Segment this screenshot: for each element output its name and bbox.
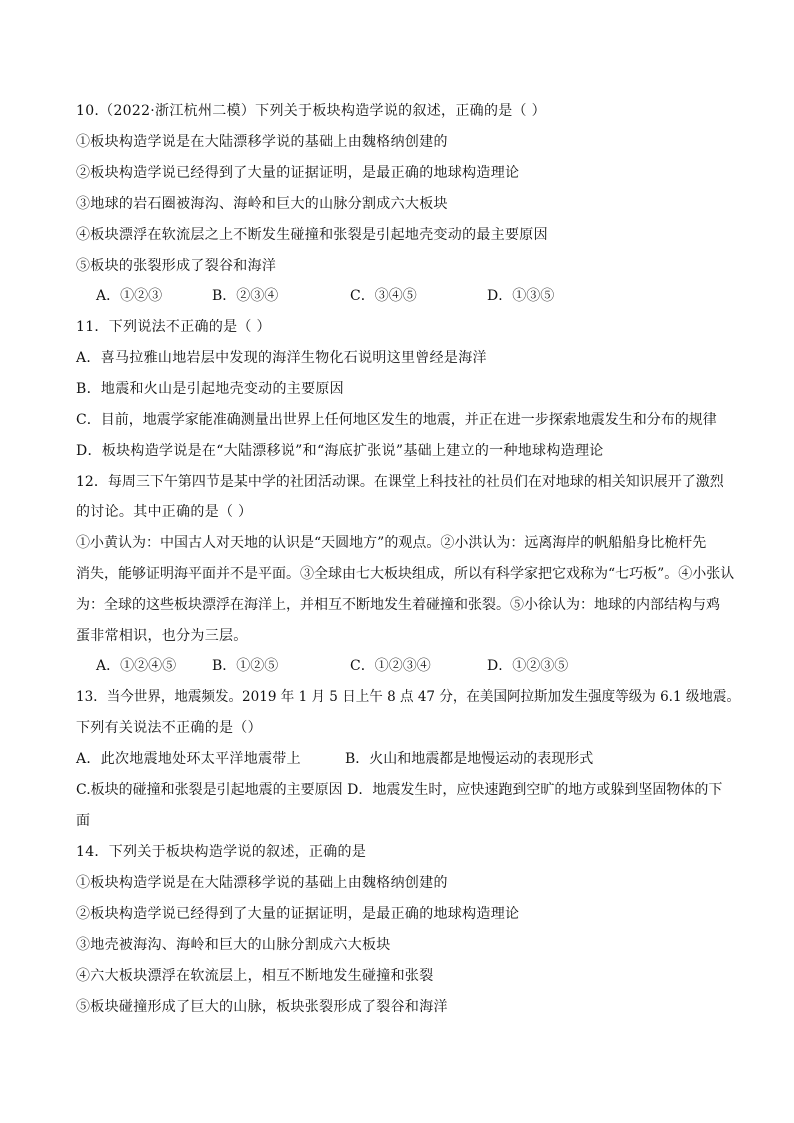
q10-option-b: B．②③④ [212,288,279,304]
q13-stem-line2: 下列有关说法不正确的是（） [76,720,262,736]
q12-option-d: D．①②③⑤ [487,658,569,674]
q13-stem-line1: 13．当今世界，地震频发。2019 年 1 月 5 日上午 8 点 47 分，在美国阿拉斯加发生强度等级为 6.1 级地震。 [76,689,740,705]
q11-stem: 11．下列说法不正确的是（ ） [76,319,271,335]
q14-item-1: ①板块构造学说是在大陆漂移学说的基础上由魏格纳创建的 [76,875,448,891]
q10-option-c: C．③④⑤ [350,288,417,304]
q11-choice-b: B．地震和火山是引起地壳变动的主要原因 [76,381,344,397]
q13-choice-cd: C.板块的碰撞和张裂是引起地震的主要原因 D．地震发生时，应快速跑到空旷的地方或躲到坚固物体的下 [76,782,723,798]
q12-body-line2: 消失，能够证明海平面并不是平面。③全球由七大板块组成，所以有科学家把它戏称为“七巧板”。④小张认 [76,566,735,582]
q11-choice-a: A．喜马拉雅山地岩层中发现的海洋生物化石说明这里曾经是海洋 [76,350,487,366]
q14-item-5: ⑤板块碰撞形成了巨大的山脉，板块张裂形成了裂谷和海洋 [76,999,448,1015]
q12-option-b: B．①②⑤ [212,658,279,674]
q13-choice-a: A．此次地震地处环太平洋地震带上 [76,751,301,767]
q14-item-2: ②板块构造学说已经得到了大量的证据证明，是最正确的地球构造理论 [76,906,520,922]
q11-choice-d: D．板块构造学说是在“大陆漂移说”和“海底扩张说”基础上建立的一种地球构造理论 [76,443,604,459]
q14-stem: 14．下列关于板块构造学说的叙述，正确的是 [76,844,367,860]
q11-choice-c: C．目前，地震学家能准确测量出世界上任何地区发生的地震，并正在进一步探索地震发生和分布的规律 [76,412,717,428]
q14-item-3: ③地壳被海沟、海岭和巨大的山脉分割成六大板块 [76,937,391,953]
q13-choice-b: B．火山和地震都是地慢运动的表现形式 [345,751,594,767]
q12-option-a: A．①②④⑤ [96,658,177,674]
q13-choice-cd-cont: 面 [76,813,91,829]
q12-stem-line1: 12．每周三下午第四节是某中学的社团活动课。在课堂上科技社的社员们在对地球的相关知识展开了激烈 [76,474,724,490]
q12-body-line4: 蛋非常相识，也分为三层。 [76,628,248,644]
q14-item-4: ④六大板块漂浮在软流层上，相互不断地发生碰撞和张裂 [76,968,434,984]
q12-stem-line2: 的讨论。其中正确的是（ ） [76,504,253,520]
q10-option-a: A．①②③ [96,288,163,304]
q10-item-2: ②板块构造学说已经得到了大量的证据证明，是最正确的地球构造理论 [76,165,520,181]
q10-stem: 10.（2022·浙江杭州二模）下列关于板块构造学说的叙述，正确的是（ ） [76,103,546,119]
q12-body-line3: 为：全球的这些板块漂浮在海洋上，并相互不断地发生着碰撞和张裂。⑤小徐认为：地球的内部结构与鸡 [76,597,720,613]
q12-option-c: C．①②③④ [350,658,431,674]
q10-item-4: ④板块漂浮在软流层之上不断发生碰撞和张裂是引起地壳变动的最主要原因 [76,227,548,243]
q10-item-3: ③地球的岩石圈被海沟、海岭和巨大的山脉分割成六大板块 [76,196,448,212]
q12-body-line1: ①小黄认为：中国古人对天地的认识是“天圆地方”的观点。②小洪认为：远离海岸的帆船船身比桅杆先 [76,535,707,551]
q10-item-1: ①板块构造学说是在大陆漂移学说的基础上由魏格纳创建的 [76,134,448,150]
q10-item-5: ⑤板块的张裂形成了裂谷和海洋 [76,258,277,274]
q10-option-d: D．①③⑤ [487,288,555,304]
